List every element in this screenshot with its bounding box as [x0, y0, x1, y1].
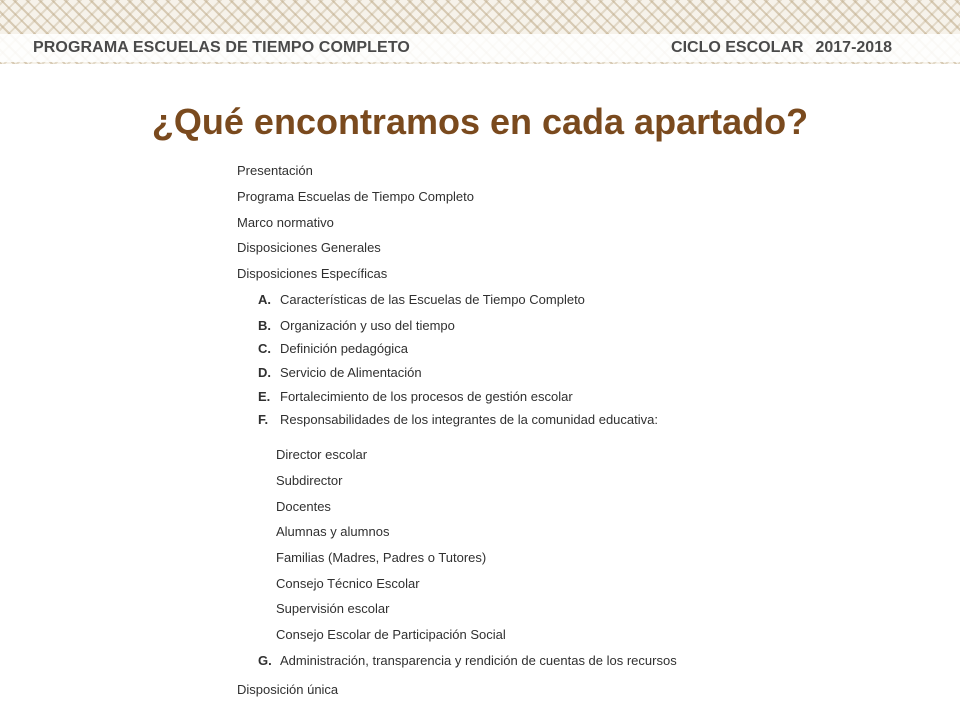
toc-section-c: [258, 340, 408, 357]
toc-item-disposicion-unica: Disposición única: [237, 682, 339, 697]
section-letter: B.: [258, 318, 271, 333]
toc-member-subdirector: Subdirector: [276, 473, 343, 488]
toc-item-marco-normativo: Marco normativo: [237, 215, 334, 230]
slide-title: ¿Qué encontramos en cada apartado?: [151, 101, 809, 142]
school-cycle: [671, 39, 892, 57]
toc-section-d: [258, 364, 422, 381]
toc-member-consejo-participacion: Consejo Escolar de Participación Social: [276, 627, 506, 642]
section-text: Servicio de Alimentación: [280, 365, 422, 380]
section-text: Fortalecimiento de los procesos de gestión escolar: [280, 389, 573, 404]
toc-member-director: Director escolar: [276, 447, 368, 462]
toc-item-disposiciones-generales: Disposiciones Generales: [237, 240, 381, 255]
toc-member-consejo-tecnico: Consejo Técnico Escolar: [276, 576, 420, 591]
section-letter: E.: [258, 389, 271, 404]
toc-member-familias: Familias (Madres, Padres o Tutores): [276, 550, 487, 565]
cycle-label: CICLO ESCOLAR: [671, 39, 804, 56]
section-letter: G.: [258, 653, 272, 668]
section-letter: A.: [258, 292, 271, 307]
section-text: Organización y uso del tiempo: [280, 318, 455, 333]
section-text: Responsabilidades de los integrantes de la comunidad educativa:: [280, 412, 658, 427]
section-letter: F.: [258, 412, 269, 427]
toc-section-b: [258, 317, 455, 334]
toc-section-e: [258, 388, 573, 405]
toc-item-programa: Programa Escuelas de Tiempo Completo: [237, 189, 475, 204]
toc-member-docentes: Docentes: [276, 499, 331, 514]
header-banner: [0, 0, 960, 64]
section-letter: D.: [258, 365, 271, 380]
section-text: Características de las Escuelas de Tiempo Completo: [280, 292, 585, 307]
section-letter: C.: [258, 341, 271, 356]
section-text: Administración, transparencia y rendición de cuentas de los recursos: [280, 653, 677, 668]
toc-section-g: [258, 652, 677, 669]
toc-section-f: [258, 411, 658, 428]
toc-member-alumnos: Alumnas y alumnos: [276, 524, 390, 539]
toc-item-disposiciones-especificas: Disposiciones Específicas: [237, 266, 388, 281]
toc-section-a: [258, 291, 585, 308]
toc-item-presentacion: Presentación: [237, 163, 313, 178]
toc-member-supervision: Supervisión escolar: [276, 601, 390, 616]
program-title: PROGRAMA ESCUELAS DE TIEMPO COMPLETO: [33, 39, 410, 56]
cycle-years: 2017-2018: [815, 39, 892, 56]
section-text: Definición pedagógica: [280, 341, 408, 356]
